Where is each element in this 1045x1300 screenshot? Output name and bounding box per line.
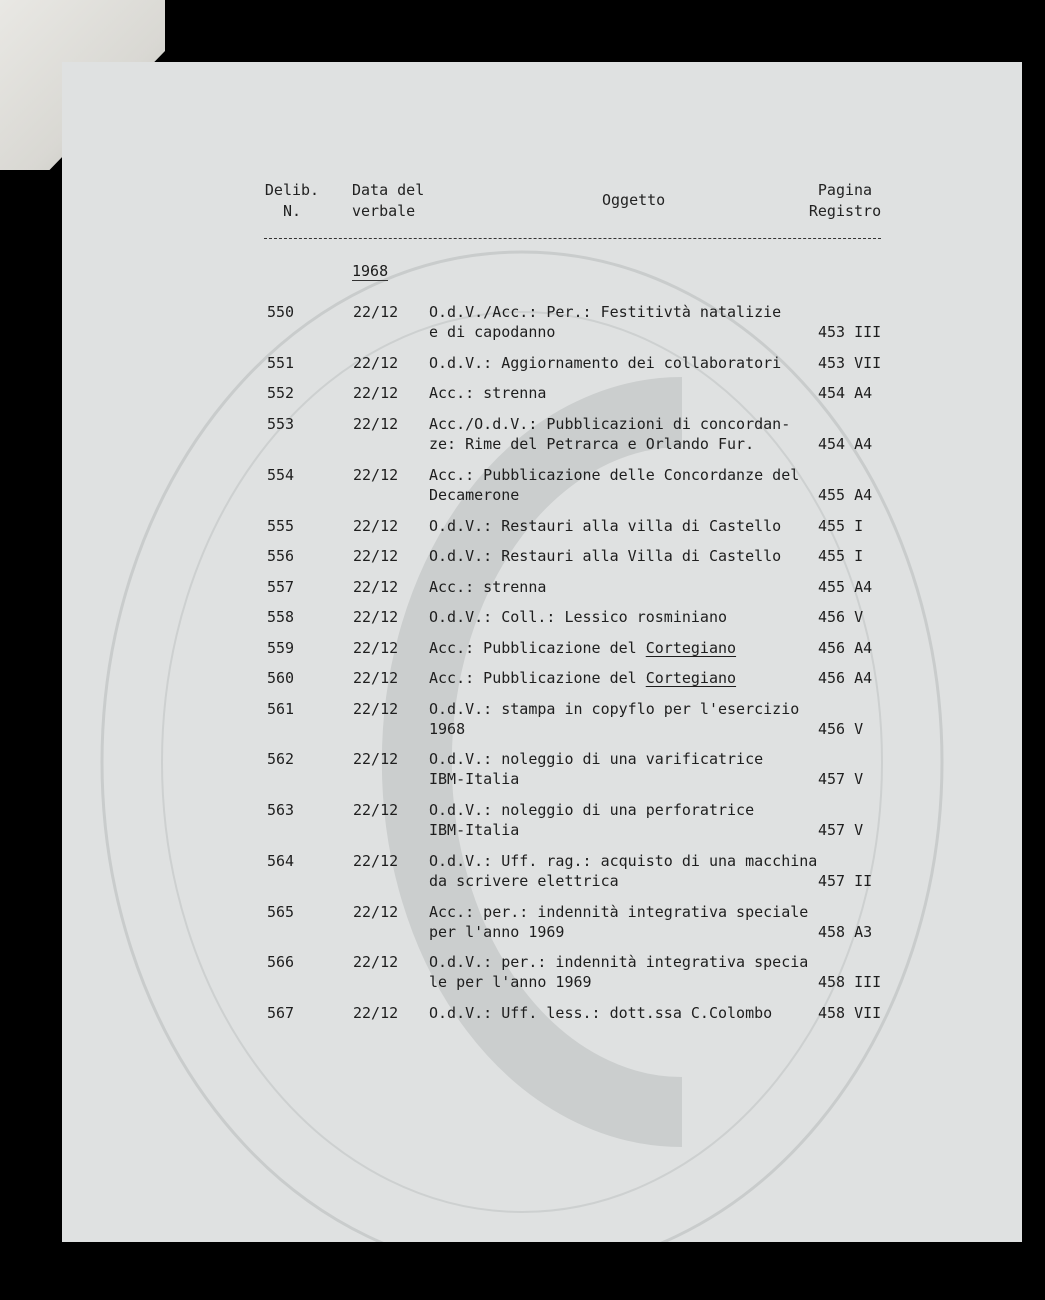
object-description bbox=[429, 1003, 809, 1023]
register-page: 458 III bbox=[818, 973, 882, 991]
object-description bbox=[429, 302, 809, 342]
object-line: O.d.V.: Uff. less.: dott.ssa C.Colombo bbox=[429, 1004, 773, 1022]
object-description bbox=[429, 902, 809, 942]
register-page: 456 A4 bbox=[818, 669, 873, 687]
minutes-date: 22/12 bbox=[353, 547, 399, 565]
object-line: Acc./O.d.V.: Pubblicazioni di concordan- bbox=[429, 415, 791, 433]
deliberation-number: 567 bbox=[267, 1004, 295, 1022]
object-description bbox=[429, 638, 809, 658]
object-description bbox=[429, 851, 818, 891]
deliberation-number: 562 bbox=[267, 750, 295, 768]
object-line: Acc.: Pubblicazione del Cortegiano bbox=[429, 669, 737, 687]
minutes-date: 22/12 bbox=[353, 669, 399, 687]
minutes-date: 22/12 bbox=[353, 903, 399, 921]
object-line: O.d.V./Acc.: Per.: Festitivtà natalizie bbox=[429, 303, 782, 321]
object-line: le per l'anno 1969 bbox=[429, 973, 592, 991]
object-line: O.d.V.: Uff. rag.: acquisto di una macchina bbox=[429, 852, 818, 870]
deliberation-number: 560 bbox=[267, 669, 295, 687]
header-register-page: Pagina Registro bbox=[808, 181, 882, 220]
object-line: ze: Rime del Petrarca e Orlando Fur. bbox=[429, 435, 755, 453]
register-page: 456 A4 bbox=[818, 639, 873, 657]
minutes-date: 22/12 bbox=[353, 578, 399, 596]
register-page: 454 A4 bbox=[818, 384, 873, 402]
minutes-date: 22/12 bbox=[353, 466, 399, 484]
minutes-date: 22/12 bbox=[353, 852, 399, 870]
header-divider bbox=[264, 238, 881, 239]
object-line: Acc.: per.: indennità integrativa speciale bbox=[429, 903, 809, 921]
deliberation-number: 558 bbox=[267, 608, 295, 626]
minutes-date: 22/12 bbox=[353, 801, 399, 819]
document-page bbox=[62, 62, 1022, 1242]
header-object: Oggetto bbox=[602, 191, 666, 209]
object-line: Decamerone bbox=[429, 486, 520, 504]
object-line: O.d.V.: noleggio di una varificatrice bbox=[429, 750, 764, 768]
object-line: IBM-Italia bbox=[429, 821, 520, 839]
object-description bbox=[429, 699, 809, 739]
object-description bbox=[429, 465, 809, 505]
deliberation-number: 552 bbox=[267, 384, 295, 402]
object-line: O.d.V.: Restauri alla Villa di Castello bbox=[429, 547, 782, 565]
object-description bbox=[429, 414, 809, 454]
register-page: 457 V bbox=[818, 770, 864, 788]
register-page: 453 III bbox=[818, 323, 882, 341]
object-line: O.d.V.: per.: indennità integrativa specia bbox=[429, 953, 809, 971]
minutes-date: 22/12 bbox=[353, 517, 399, 535]
deliberation-number: 556 bbox=[267, 547, 295, 565]
deliberation-number: 561 bbox=[267, 700, 295, 718]
deliberation-number: 551 bbox=[267, 354, 295, 372]
object-description bbox=[429, 353, 809, 373]
object-line: IBM-Italia bbox=[429, 770, 520, 788]
register-page: 456 V bbox=[818, 720, 864, 738]
minutes-date: 22/12 bbox=[353, 415, 399, 433]
object-description bbox=[429, 383, 809, 403]
minutes-date: 22/12 bbox=[353, 750, 399, 768]
register-page: 455 A4 bbox=[818, 578, 873, 596]
deliberation-number: 566 bbox=[267, 953, 295, 971]
object-line: O.d.V.: Aggiornamento dei collaboratori bbox=[429, 354, 782, 372]
object-description bbox=[429, 749, 809, 789]
register-page: 458 VII bbox=[818, 1004, 882, 1022]
object-description bbox=[429, 546, 809, 566]
deliberation-number: 563 bbox=[267, 801, 295, 819]
object-line: 1968 bbox=[429, 720, 466, 738]
minutes-date: 22/12 bbox=[353, 700, 399, 718]
object-line: da scrivere elettrica bbox=[429, 872, 619, 890]
object-line: Acc.: Pubblicazione del Cortegiano bbox=[429, 639, 737, 657]
deliberation-number: 555 bbox=[267, 517, 295, 535]
minutes-date: 22/12 bbox=[353, 303, 399, 321]
header-minutes-date: Data del verbale bbox=[352, 181, 425, 220]
header-deliberation-number: Delib. N. bbox=[264, 181, 320, 220]
object-line: O.d.V.: Coll.: Lessico rosminiano bbox=[429, 608, 728, 626]
register-page: 455 A4 bbox=[818, 486, 873, 504]
minutes-date: 22/12 bbox=[353, 354, 399, 372]
register-page: 455 I bbox=[818, 547, 864, 565]
register-page: 453 VII bbox=[818, 354, 882, 372]
deliberation-number: 565 bbox=[267, 903, 295, 921]
object-description bbox=[429, 800, 809, 840]
object-description bbox=[429, 607, 809, 627]
object-description bbox=[429, 577, 809, 597]
deliberation-number: 557 bbox=[267, 578, 295, 596]
register-page: 454 A4 bbox=[818, 435, 873, 453]
register-page: 457 II bbox=[818, 872, 873, 890]
register-page: 455 I bbox=[818, 517, 864, 535]
deliberation-number: 550 bbox=[267, 303, 295, 321]
deliberation-number: 553 bbox=[267, 415, 295, 433]
object-line: O.d.V.: noleggio di una perforatrice bbox=[429, 801, 755, 819]
object-line: O.d.V.: stampa in copyflo per l'esercizio bbox=[429, 700, 800, 718]
object-description bbox=[429, 952, 809, 992]
object-line: O.d.V.: Restauri alla villa di Castello bbox=[429, 517, 782, 535]
deliberation-number: 559 bbox=[267, 639, 295, 657]
minutes-date: 22/12 bbox=[353, 1004, 399, 1022]
deliberation-number: 564 bbox=[267, 852, 295, 870]
object-line: Acc.: strenna bbox=[429, 384, 547, 402]
object-description bbox=[429, 516, 809, 536]
object-line: Acc.: Pubblicazione delle Concordanze del bbox=[429, 466, 800, 484]
object-line: Acc.: strenna bbox=[429, 578, 547, 596]
year-heading: 1968 bbox=[352, 262, 389, 280]
minutes-date: 22/12 bbox=[353, 608, 399, 626]
object-line: e di capodanno bbox=[429, 323, 556, 341]
object-line: per l'anno 1969 bbox=[429, 923, 565, 941]
object-description bbox=[429, 668, 809, 688]
minutes-date: 22/12 bbox=[353, 953, 399, 971]
deliberation-number: 554 bbox=[267, 466, 295, 484]
minutes-date: 22/12 bbox=[353, 384, 399, 402]
register-page: 456 V bbox=[818, 608, 864, 626]
register-page: 457 V bbox=[818, 821, 864, 839]
minutes-date: 22/12 bbox=[353, 639, 399, 657]
register-page: 458 A3 bbox=[818, 923, 873, 941]
